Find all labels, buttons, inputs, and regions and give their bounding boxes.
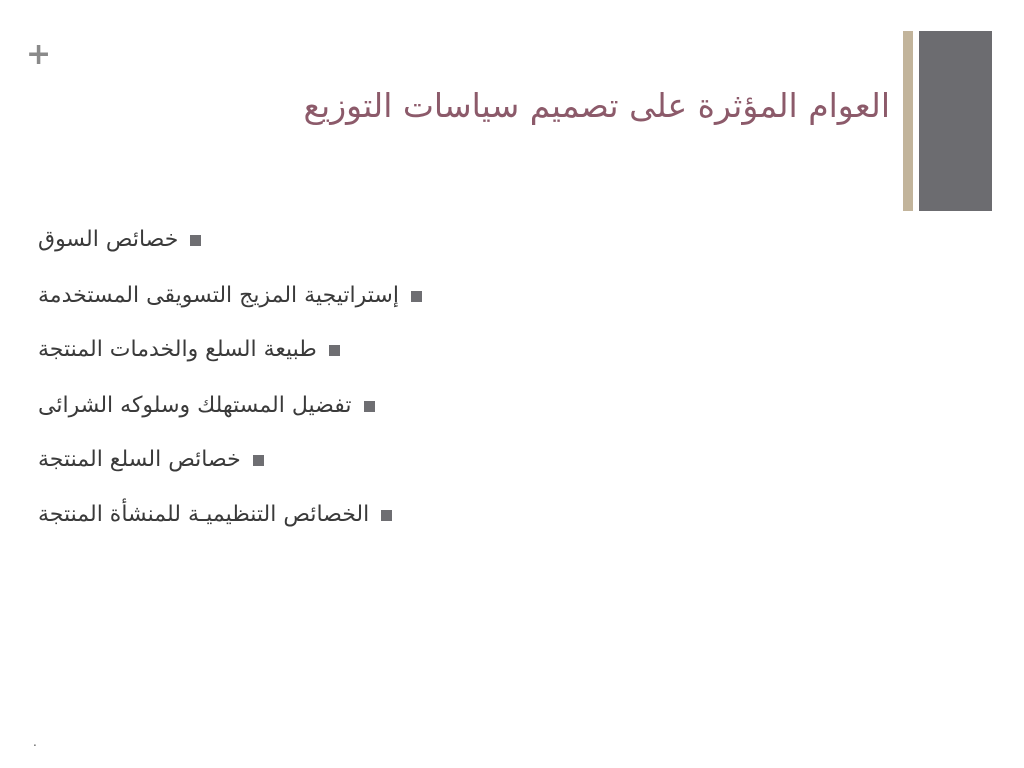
square-bullet-icon [364, 401, 375, 412]
accent-bar-thick [919, 31, 992, 211]
bullet-item [38, 330, 340, 370]
bullet-item [38, 276, 422, 316]
bullet-text: تفضيل المستهلك وسلوكه الشرائى [38, 393, 352, 418]
square-bullet-icon [381, 510, 392, 521]
square-bullet-icon [190, 235, 201, 246]
plus-icon: + [26, 37, 52, 72]
footer-mark: . [33, 735, 37, 749]
square-bullet-icon [411, 291, 422, 302]
bullet-text: خصائص السلع المنتجة [38, 447, 241, 472]
slide-title: العوام المؤثرة على تصميم سياسات التوزيع [303, 86, 890, 125]
square-bullet-icon [253, 455, 264, 466]
bullet-text: الخصائص التنظيميـة للمنشأة المنتجة [38, 502, 370, 527]
accent-bar-thin [903, 31, 913, 211]
square-bullet-icon [329, 345, 340, 356]
bullet-item [38, 386, 375, 426]
bullet-text: إستراتيجية المزيج التسويقى المستخدمة [38, 283, 399, 308]
bullet-item [38, 495, 392, 535]
bullet-text: طبيعة السلع والخدمات المنتجة [38, 337, 317, 362]
bullet-text: خصائص السوق [38, 227, 179, 252]
bullet-item [38, 440, 264, 480]
bullet-item [38, 220, 201, 260]
